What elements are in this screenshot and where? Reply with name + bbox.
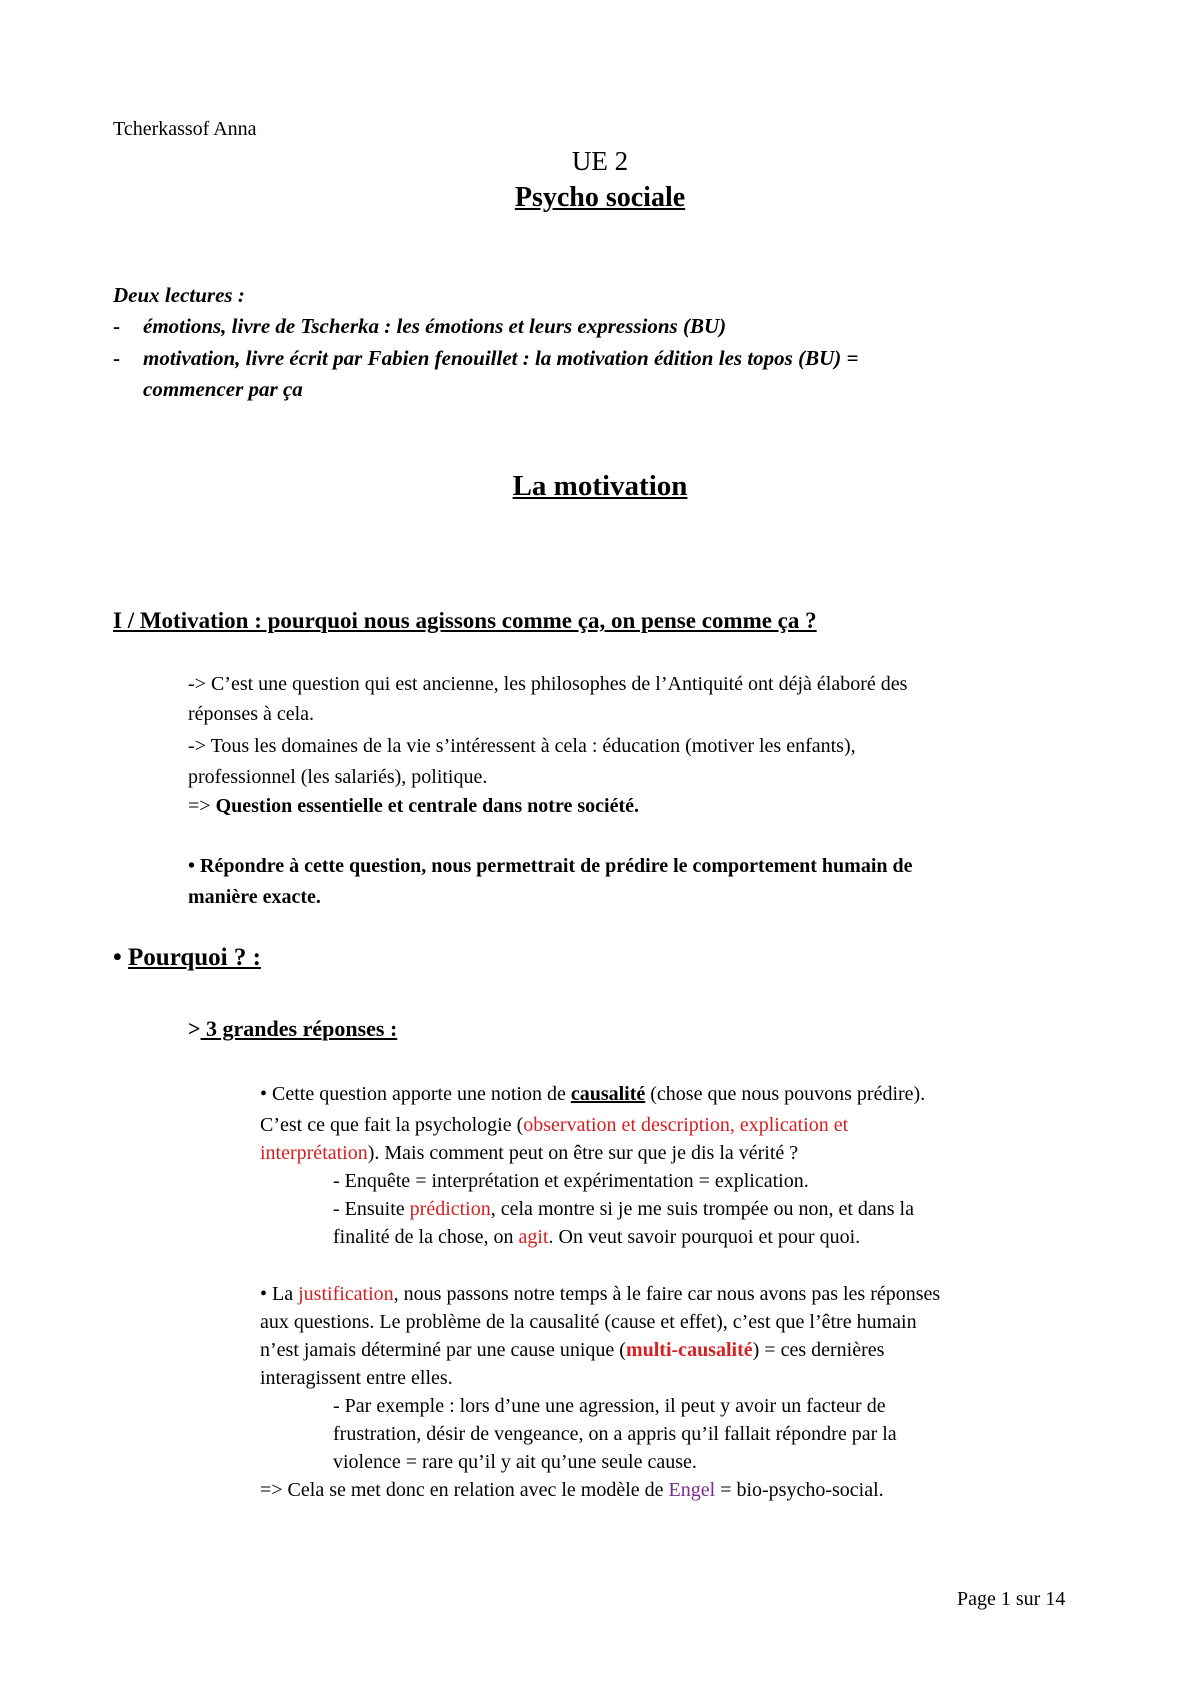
text-span: (chose que nous pouvons prédire). [645, 1083, 926, 1105]
justification-line: - Par exemple : lors d’une une agression, il peut y avoir un facteur de [333, 1395, 886, 1417]
sub-heading: 3 grandes réponses : [200, 1016, 398, 1041]
bullet-icon: • [113, 944, 122, 971]
author-name: Tcherkassof Anna [113, 118, 257, 140]
text-span: • La [260, 1283, 299, 1305]
text-span: , cela montre si je me suis trompée ou non, et dans la [490, 1198, 914, 1220]
pourquoi-heading-row [113, 944, 261, 972]
dash-bullet: - [113, 346, 120, 370]
highlight-text: interprétation [260, 1142, 368, 1164]
causalite-line [260, 1114, 848, 1137]
highlight-text: prédiction [409, 1198, 491, 1220]
main-title: La motivation [512, 470, 688, 502]
justification-line: interagissent entre elles. [260, 1367, 453, 1389]
paragraph-line: réponses à cela. [188, 703, 315, 725]
text-span: => Cela se met donc en relation avec le modèle de [260, 1479, 669, 1501]
justification-line [260, 1479, 884, 1502]
dash-bullet: - [113, 314, 120, 338]
pourquoi-heading: Pourquoi ? : [128, 944, 261, 971]
justification-line: frustration, désir de vengeance, on a appris qu’il fallait répondre par la [333, 1423, 897, 1445]
causalite-term: causalité [570, 1083, 646, 1105]
causalite-line [333, 1198, 914, 1221]
text-span: finalité de la chose, on [333, 1226, 519, 1248]
text-span: • Cette question apporte une notion de [260, 1083, 571, 1105]
sub-heading-row [188, 1016, 397, 1042]
causalite-line [260, 1142, 798, 1165]
text-span: ) = ces dernières [752, 1339, 885, 1361]
text-span: n’est jamais déterminé par une cause unique ( [260, 1339, 626, 1361]
sub-prefix: > [188, 1016, 201, 1041]
text-span: ). Mais comment peut on être sur que je dis la vérité ? [367, 1142, 799, 1164]
key-statement [188, 795, 639, 818]
paragraph-line: -> Tous les domaines de la vie s’intéressent à cela : éducation (motiver les enfants), [188, 735, 856, 757]
justification-line: violence = rare qu’il y ait qu’une seule cause. [333, 1451, 697, 1473]
key-statement-text: Question essentielle et centrale dans notre société. [215, 795, 639, 817]
text-span: = bio-psycho-social. [715, 1479, 884, 1501]
arrow-prefix: => [188, 795, 216, 817]
lecture-motivation-line2: commencer par ça [143, 377, 303, 401]
justification-line: aux questions. Le problème de la causalité (cause et effet), c’est que l’être humain [260, 1311, 917, 1333]
ue-label: UE 2 [571, 146, 629, 176]
lecture-motivation-line1: motivation, livre écrit par Fabien fenouillet : la motivation édition les topos (BU) = [143, 346, 859, 370]
highlight-text: multi-causalité [625, 1339, 753, 1361]
lectures-heading: Deux lectures : [113, 283, 245, 307]
text-span: , nous passons notre temps à le faire car nous avons pas les réponses [393, 1283, 941, 1305]
justification-line [260, 1339, 884, 1362]
bullet-line: manière exacte. [188, 886, 321, 908]
highlight-text: agit [518, 1226, 549, 1248]
bullet-line: • Répondre à cette question, nous permettrait de prédire le comportement humain de [188, 855, 913, 877]
highlight-text: justification [298, 1283, 394, 1305]
causalite-line [333, 1226, 860, 1249]
text-span: . On veut savoir pourquoi et pour quoi. [548, 1226, 861, 1248]
text-span: - Ensuite [333, 1198, 410, 1220]
section-heading: I / Motivation : pourquoi nous agissons comme ça, on pense comme ça ? [113, 608, 817, 633]
justification-line [260, 1283, 940, 1306]
highlight-text: observation et description, explication et [523, 1114, 849, 1136]
causalite-line: - Enquête = interprétation et expérimentation = explication. [333, 1170, 809, 1192]
causalite-line [260, 1083, 925, 1106]
course-title: Psycho sociale [514, 182, 686, 213]
highlight-text: Engel [668, 1479, 716, 1501]
page-number: Page 1 sur 14 [957, 1588, 1066, 1610]
text-span: C’est ce que fait la psychologie ( [260, 1114, 524, 1136]
paragraph-line: -> C’est une question qui est ancienne, les philosophes de l’Antiquité ont déjà élaboré des [188, 673, 908, 695]
lecture-emotions: émotions, livre de Tscherka : les émotions et leurs expressions (BU) [143, 314, 727, 338]
paragraph-line: professionnel (les salariés), politique. [188, 766, 488, 788]
